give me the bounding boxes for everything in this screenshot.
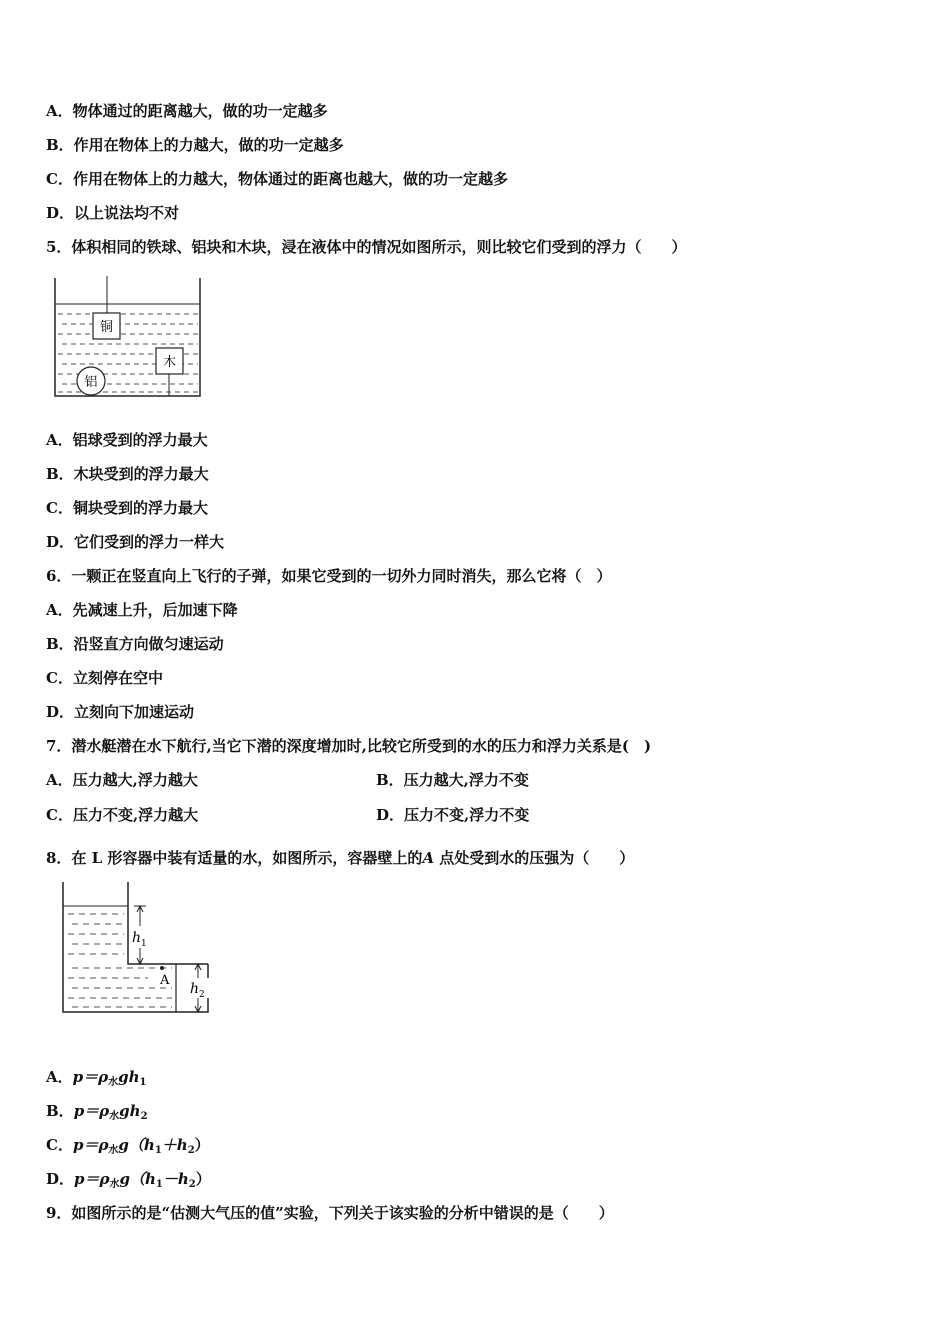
- q7-option-c: C．压力不变,浮力越大: [46, 806, 199, 824]
- q4-option-b: B．作用在物体上的力越大，做的功一定越多: [46, 136, 344, 154]
- q6-option-a: A．先减速上升，后加速下降: [46, 601, 238, 619]
- q8-option-a: A．$p=\rho_水gh_1$: [46, 1068, 147, 1088]
- q8-h2-label: h: [190, 981, 200, 997]
- q6-option-d: D．立刻向下加速运动: [46, 703, 195, 721]
- q8-point-a: [160, 966, 164, 970]
- q6-stem: 6．一颗正在竖直向上飞行的子弹，如果它受到的一切外力同时消失，那么它将（ ）: [46, 567, 612, 585]
- q6-option-b: B．沿竖直方向做匀速运动: [46, 635, 224, 653]
- q5-option-d: D．它们受到的浮力一样大: [46, 533, 225, 551]
- q8-h2-sub: 2: [199, 990, 205, 1000]
- q7-stem: 7．潜水艇潜在水下航行,当它下潜的深度增加时,比较它所受到的水的压力和浮力关系是( ): [46, 737, 652, 755]
- q9-stem: 9．如图所示的是“估测大气压的值”实验，下列关于该实验的分析中错误的是（ ）: [46, 1204, 614, 1222]
- q8-figure-container: [58, 880, 214, 1016]
- q8-stem-post: 点处受到水的压强为（ ）: [434, 849, 635, 867]
- q8-stem: [46, 848, 634, 868]
- q4-option-c: C．作用在物体上的力越大，物体通过的距离也越大，做的功一定越多: [46, 170, 508, 188]
- q8-option-b: B．$p=\rho_水gh_2$: [46, 1102, 148, 1122]
- q4-option-a: A．物体通过的距离越大，做的功一定越多: [46, 102, 328, 120]
- q7-option-d: D．压力不变,浮力不变: [376, 806, 530, 824]
- q6-option-c: C．立刻停在空中: [46, 669, 163, 687]
- q5-option-c: C．铜块受到的浮力最大: [46, 499, 208, 517]
- q7-option-b: B．压力越大,浮力不变: [376, 771, 529, 789]
- q8-h1-label: h: [132, 930, 142, 946]
- q5-option-a: A．铝球受到的浮力最大: [46, 431, 208, 449]
- q8-water: [68, 914, 172, 1007]
- q8-stem-pre: 8．在 L 形容器中装有适量的水，如图所示，容器壁上的: [46, 849, 423, 867]
- q5-stem: 5．体积相同的铁球、铝块和木块，浸在液体中的情况如图所示，则比较它们受到的浮力（ ）: [46, 238, 687, 256]
- q8-option-d: D．$p=\rho_水g(h_1-h_2)$: [46, 1170, 211, 1190]
- q5-figure-container: [52, 276, 204, 400]
- q4-option-d: D．以上说法均不对: [46, 204, 180, 222]
- q5-wood-label: 木: [162, 355, 177, 370]
- q8-stem-var: A: [422, 849, 435, 867]
- q5-copper-label: 铜: [99, 320, 114, 335]
- q8-h1-sub: 1: [141, 939, 147, 949]
- q8-option-c: C．$p=\rho_水g(h_1+h_2)$: [46, 1136, 210, 1156]
- q5-aluminum-label: 铝: [84, 375, 98, 390]
- q7-option-a: A．压力越大,浮力越大: [46, 771, 198, 789]
- q8-point-a-label: A: [160, 973, 170, 988]
- q5-option-b: B．木块受到的浮力最大: [46, 465, 209, 483]
